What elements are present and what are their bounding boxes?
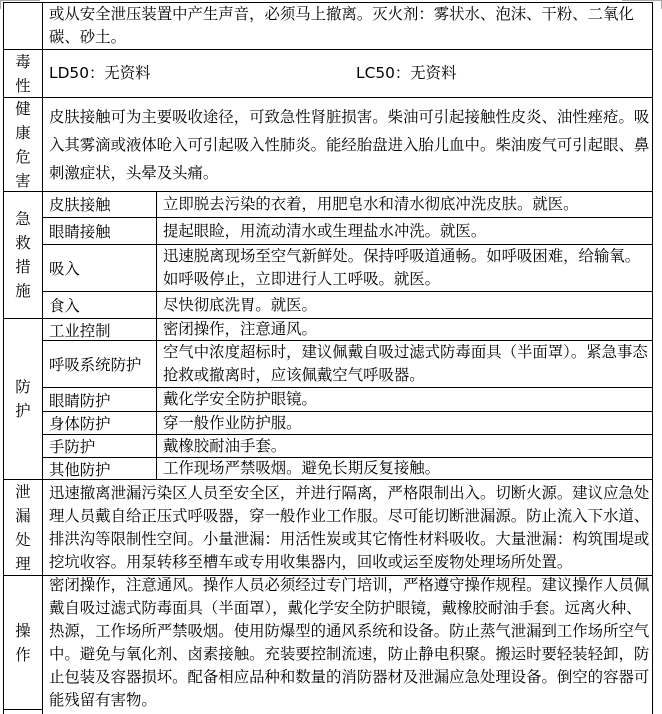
ld50-value: LD50：无资料 [49, 64, 151, 82]
first-aid-eye-label: 眼睛接触 [43, 218, 157, 245]
table-row-toxicity [4, 49, 652, 97]
protection-respiratory-label: 呼吸系统防护 [43, 341, 157, 387]
spill-text: 迅速撤离泄漏污染区人员至安全区，并进行隔离，严格限制出入。切断火源。建议应急处理人员戴自给正压式呼吸器，穿一般作业工作服。尽可能切断泄漏源。防止流入下水道、排洪沟等限制性空间。小量泄漏：用活性炭或其它惰性材料吸收。大量泄漏：构筑围堤或挖坑收容。用泵转移至槽车或专用收集器内，回收或运至废物处理场所处置。 [49, 483, 650, 571]
spill-cell [43, 480, 652, 575]
protection-body-text: 穿一般作业防护服。 [163, 413, 302, 432]
first-aid-skin-label: 皮肤接触 [43, 192, 157, 217]
first-aid-inhalation-text: 迅速脱离现场至空气新鲜处。保持呼吸道通畅。如呼吸困难，给输氧。如呼吸停止，立即进行人工呼吸。就医。 [163, 247, 641, 289]
protection-row-other [43, 457, 652, 479]
section-label-spill [4, 480, 43, 575]
lc50-value: LC50：无资料 [356, 64, 457, 82]
stub-label-cell [4, 709, 43, 714]
health-hazard-cell [43, 98, 652, 191]
fire-note-cell [43, 3, 652, 49]
handling-text: 密闭操作，注意通风。操作人员必须经过专门培训，严格遵守操作规程。建议操作人员佩戴自吸过滤式防毒面具（半面罩），戴化学安全防护眼镜，戴橡胶耐油手套。远离火种、热源，工作场所严禁吸烟。使用防爆型的通风系统和设备。防止蒸气泄漏到工作场所空气中。避免与氧化剂、卤素接触。充装要控制流速，防止静电积聚。搬运时要轻装轻卸，防止包装及容器损坏。配备相应品种和数量的消防器材及泄漏应急处理设备。倒空的容器可能残留有害物。 [49, 575, 650, 709]
first-aid-skin-text: 立即脱去污染的衣着，用肥皂水和清水彻底冲洗皮肤。就医。 [163, 194, 579, 213]
protection-respiratory-text: 空气中浓度超标时，建议佩戴自吸过滤式防毒面具（半面罩）。紧急事态抢救或撤离时，应该佩戴空气呼吸器。 [163, 343, 648, 384]
section-label-handling-text: 操作 [15, 621, 31, 664]
protection-row-body [43, 411, 652, 434]
first-aid-eye-text: 提起眼睑，用流动清水或生理盐水冲洗。就医。 [163, 221, 487, 240]
section-label-health-hazard-text: 健康危害 [15, 99, 31, 190]
section-label-protection-text: 防护 [15, 378, 31, 420]
first-aid-ingestion-text: 尽快彻底洗胃。就医。 [163, 295, 317, 314]
first-aid-row-ingestion [43, 291, 652, 318]
table-row-fire-note [4, 3, 652, 49]
table-row-health-hazard [4, 97, 652, 191]
protection-engineering-text: 密闭操作，注意通风。 [163, 320, 317, 338]
section-label-spill-text: 泄漏处理 [15, 482, 31, 573]
protection-hand-label: 手防护 [43, 435, 157, 457]
protection-engineering-label: 工业控制 [43, 319, 157, 340]
first-aid-row-eye [43, 217, 652, 245]
protection-row-eye [43, 387, 652, 411]
section-label-toxicity-text: 毒性 [15, 52, 31, 95]
health-hazard-text: 皮肤接触可为主要吸收途径，可致急性肾脏损害。柴油可引起接触性皮炎、油性痤疮。吸入其雾滴或液体呛入可引起吸入性肺炎。能经胎盘进入胎儿血中。柴油废气可引起眼、鼻刺激症状，头晕及头痛。 [49, 107, 650, 182]
msds-table [3, 2, 653, 714]
protection-eye-text: 戴化学安全防护眼镜。 [163, 390, 317, 408]
fire-note-text: 或从安全泄压装置中产生声音，必须马上撤离。灭火剂：雾状水、泡沫、干粉、二氧化碳、砂土。 [49, 5, 634, 46]
protection-row-respiratory [43, 340, 652, 387]
table-row-spill [4, 479, 652, 575]
section-label-protection [4, 319, 43, 479]
section-label-toxicity [4, 50, 43, 97]
section-label-handling [4, 576, 43, 709]
table-row-handling [4, 575, 652, 709]
section-label-health-hazard [4, 98, 43, 191]
toxicity-cell [43, 50, 652, 97]
section-label-cell-empty [4, 3, 43, 49]
protection-row-hand [43, 434, 652, 457]
table-row-cutoff-stub [4, 709, 652, 714]
section-label-first-aid-text: 急救措施 [15, 210, 31, 300]
first-aid-row-inhalation [43, 244, 652, 291]
protection-other-label: 其他防护 [43, 458, 157, 479]
protection-body-label: 身体防护 [43, 412, 157, 434]
protection-eye-label: 眼睛防护 [43, 388, 157, 411]
first-aid-row-skin [43, 192, 652, 217]
handling-cell [43, 576, 652, 709]
section-label-first-aid [4, 192, 43, 318]
protection-other-text: 工作现场严禁吸烟。避免长期反复接触。 [163, 459, 441, 477]
first-aid-inhalation-label: 吸入 [43, 245, 157, 291]
protection-hand-text: 戴橡胶耐油手套。 [163, 436, 287, 455]
protection-row-engineering [43, 319, 652, 340]
table-row-first-aid [4, 191, 652, 318]
table-row-protection [4, 318, 652, 479]
stub-content-cell [43, 709, 652, 714]
first-aid-ingestion-label: 食入 [43, 292, 157, 318]
